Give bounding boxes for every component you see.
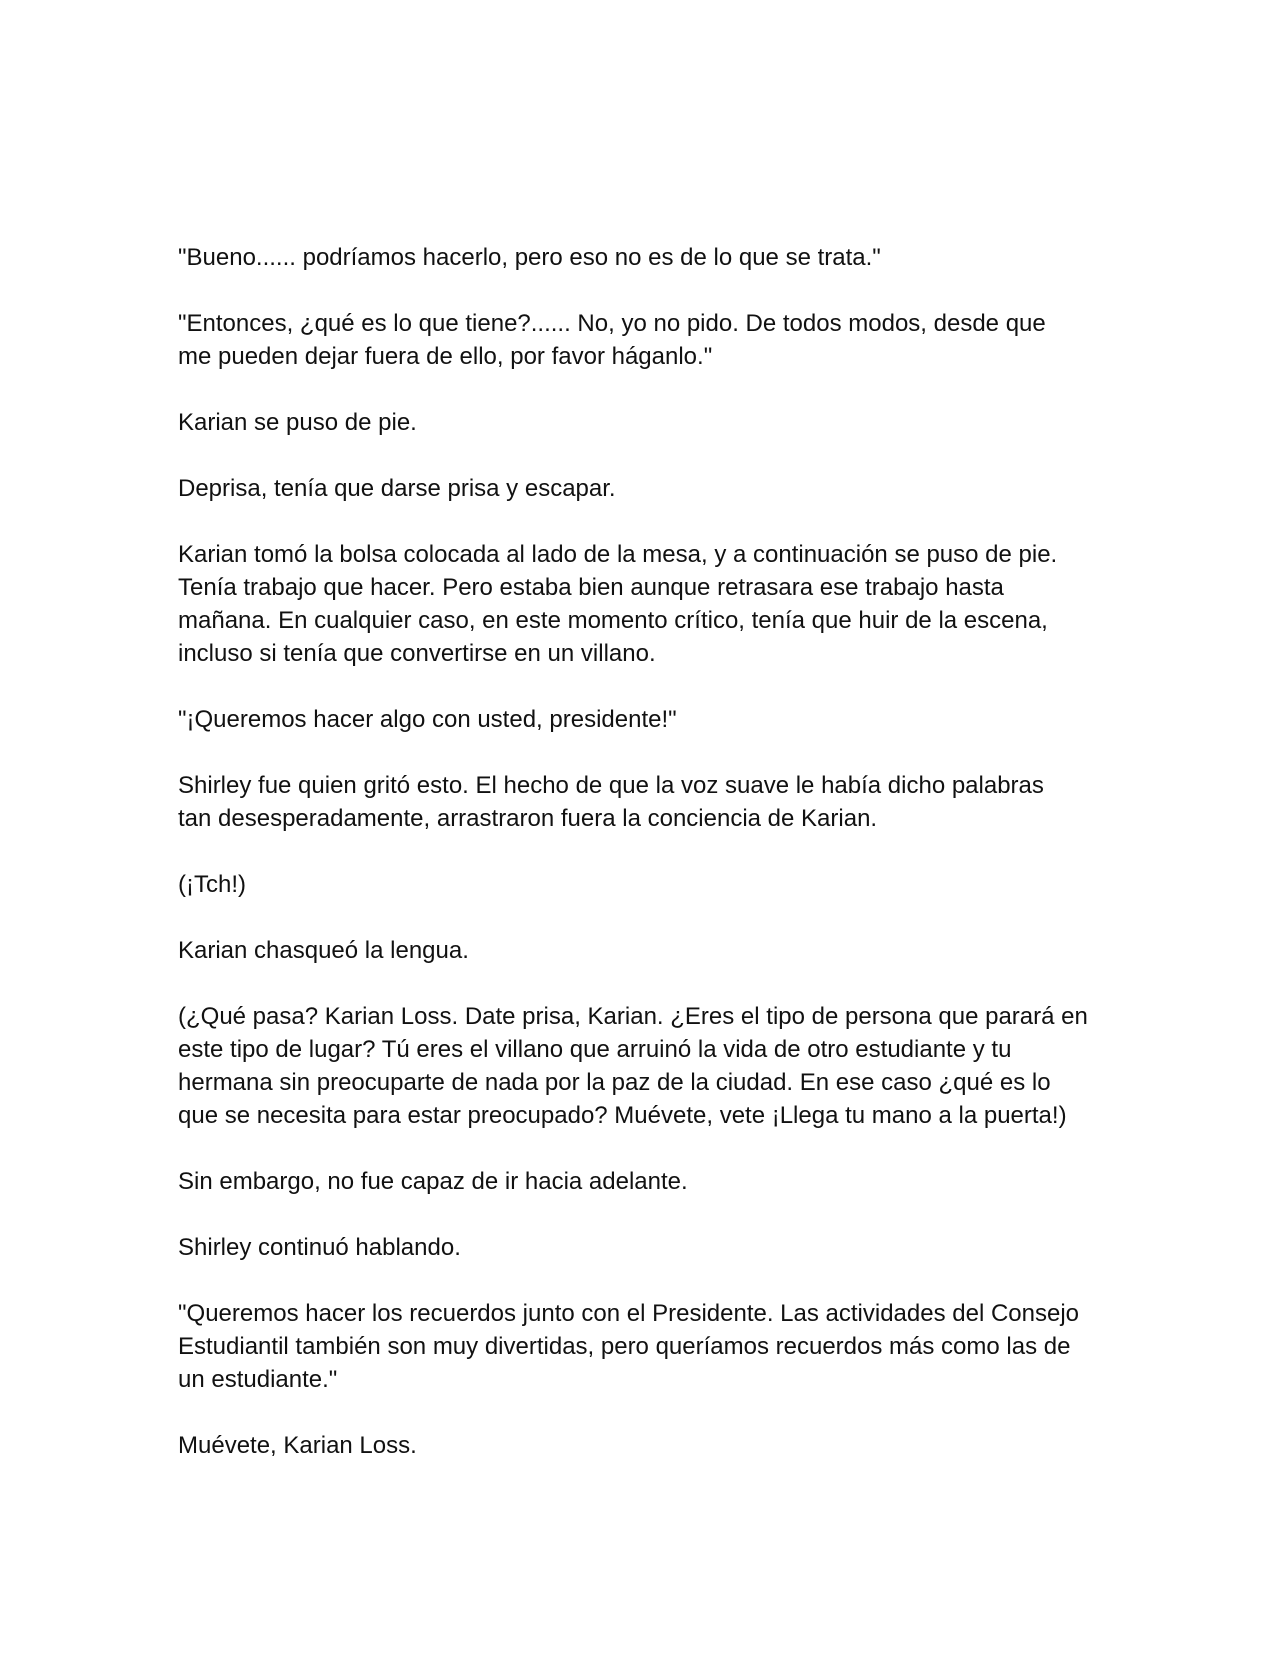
paragraph — [178, 1297, 1108, 1396]
text-line: Estudiantil también son muy divertidas, pero queríamos recuerdos más como las de — [178, 1333, 1071, 1360]
text-line: me pueden dejar fuera de ello, por favor háganlo." — [178, 343, 713, 370]
text-line: Karian tomó la bolsa colocada al lado de la mesa, y a continuación se puso de pie. — [178, 541, 1058, 568]
paragraph — [178, 769, 1108, 835]
paragraph — [178, 1000, 1108, 1132]
text-line: (¿Qué pasa? Karian Loss. Date prisa, Karian. ¿Eres el tipo de persona que parará en — [178, 1003, 1088, 1030]
paragraph — [178, 406, 1108, 439]
paragraph — [178, 868, 1108, 901]
paragraph — [178, 703, 1108, 736]
text-line: mañana. En cualquier caso, en este momento crítico, tenía que huir de la escena, — [178, 607, 1048, 634]
text-line: "Entonces, ¿qué es lo que tiene?...... No, yo no pido. De todos modos, desde que — [178, 310, 1046, 337]
text-line: tan desesperadamente, arrastraron fuera la conciencia de Karian. — [178, 805, 878, 832]
text-line: "Queremos hacer los recuerdos junto con el Presidente. Las actividades del Consejo — [178, 1300, 1080, 1327]
paragraph — [178, 934, 1108, 967]
text-line: Karian chasqueó la lengua. — [178, 937, 469, 964]
paragraph — [178, 241, 1108, 274]
paragraph — [178, 1231, 1108, 1264]
text-line: Shirley fue quien gritó esto. El hecho de que la voz suave le había dicho palabras — [178, 772, 1044, 799]
text-line: un estudiante." — [178, 1366, 338, 1393]
text-line: hermana sin preocuparte de nada por la paz de la ciudad. En ese caso ¿qué es lo — [178, 1069, 1051, 1096]
text-line: Deprisa, tenía que darse prisa y escapar. — [178, 475, 616, 502]
text-line: que se necesita para estar preocupado? Muévete, vete ¡Llega tu mano a la puerta!) — [178, 1102, 1067, 1129]
text-line: Shirley continuó hablando. — [178, 1234, 461, 1261]
paragraph — [178, 1429, 1108, 1462]
text-line: "¡Queremos hacer algo con usted, presidente!" — [178, 706, 677, 733]
text-line: este tipo de lugar? Tú eres el villano que arruinó la vida de otro estudiante y tu — [178, 1036, 1012, 1063]
document-body — [178, 241, 1108, 1462]
text-line: Muévete, Karian Loss. — [178, 1432, 417, 1459]
text-line: (¡Tch!) — [178, 871, 246, 898]
text-line: "Bueno...... podríamos hacerlo, pero eso no es de lo que se trata." — [178, 244, 881, 271]
text-line: Sin embargo, no fue capaz de ir hacia adelante. — [178, 1168, 688, 1195]
paragraph — [178, 1165, 1108, 1198]
paragraph — [178, 538, 1108, 670]
text-line: incluso si tenía que convertirse en un villano. — [178, 640, 656, 667]
paragraph — [178, 307, 1108, 373]
text-line: Tenía trabajo que hacer. Pero estaba bien aunque retrasara ese trabajo hasta — [178, 574, 1004, 601]
text-line: Karian se puso de pie. — [178, 409, 417, 436]
paragraph — [178, 472, 1108, 505]
